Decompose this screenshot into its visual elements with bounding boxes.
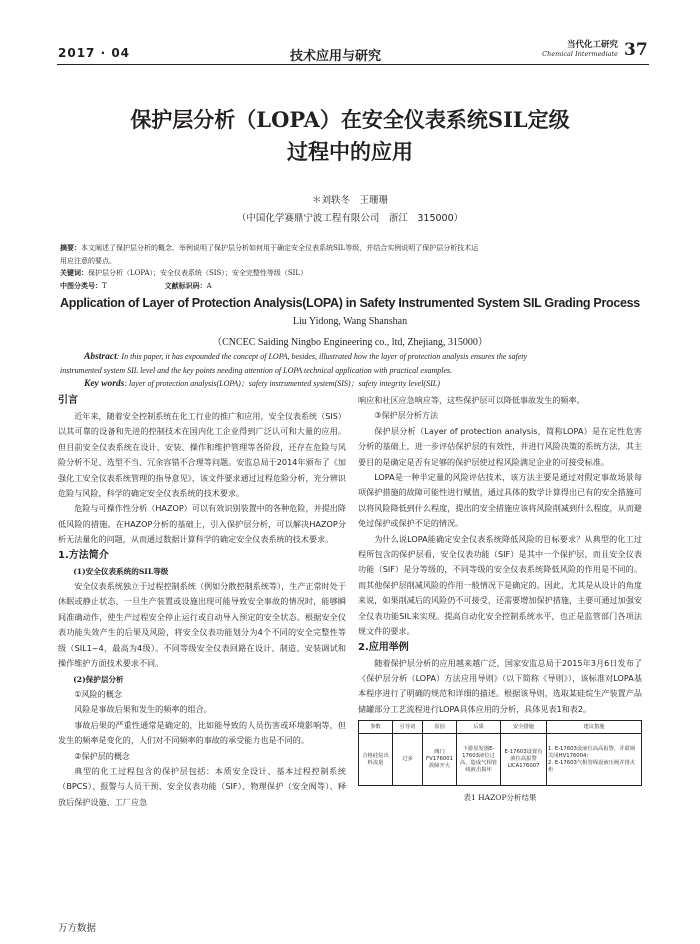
lopa-method-paragraph-2: LOPA是一种半定量的风险评估技术，该方法主要是通过对假定事故场景每项保护措施的故障可能性进行赋值，通过具体的数学计算得出已有的安全措施可以将风险降低到什么程度，提出的安全措施应该将风险削减到什么程度，从而避免过保护或保护不足的情况。 (358, 472, 642, 529)
clc-label: 中图分类号： (60, 281, 102, 290)
page-number: 37 (624, 40, 648, 60)
lopa-method-paragraph-3: 为什么说LOPA能确定安全仪表系统降低风险的目标要求？从典型的化工过程所包含的保护层看，安全仪表功能（SIF）是其中一个保护层，而且安全仪表功能（SIF）是分等级的，不同等级的安全仪表系统降低风险的作用是不同的。而其他保护层削减风险的作用一般情况下是确定的。因此，尤其是从设计的角度来说，如果削减后的风险仍不可接受，还需要增加保护措施，主要可通过加强安全仪表功能SIL来实现。提高自动化安全控制系统水平，也正是监管部门各项法规文件的要求。 (358, 533, 642, 637)
header-param: 参数 (359, 721, 393, 734)
article-title-en: Application of Layer of Protection Analysis(LOPA) in Safety Instrumented System SIL Grading Process (60, 296, 640, 310)
layer-concept-item: ②保护层的概念 (74, 750, 131, 761)
cell-safeguard: E-17603设置有液位高报警LICA176007 (501, 734, 547, 786)
abstract-en-text-1: : In this paper, it has expounded the concept of LOPA, besides, illustrated how the layer of protection analysis ensures the safety (116, 352, 528, 361)
journal-issue: 2017 · 04 (58, 46, 131, 60)
clc-value: T (102, 281, 107, 290)
cell-recommendation (547, 734, 642, 786)
risk-concept-paragraph-2: 事故后果的严重性通常是确定的，比如能导致的人员伤害或环境影响等，但发生的频率是变化的，人们对不同频率的事故的承受能力也是不同的。 (58, 719, 346, 746)
brand-en: Chemical Intermediate (542, 50, 618, 58)
risk-concept-item: ①风险的概念 (74, 688, 122, 699)
intro-paragraph-1: 近年来，随着安全控制系统在化工行业的推广和应用，安全仪表系统（SIS）以其可靠的设备和先进的控制技术在国内化工企业得到广泛认可和大量的应用。但目前安全仪表系统在设计、安装、操作和维护管理等各阶段，还存在危险与风险分析不足、选型不当、冗余容错不合理等问题。安监总局于2014年颁布了《加强化工安全仪表系统管理的指导意见》，该文件要求通过过程危险分析，充分辨识危险与风险，科学的确定安全仪表系统的技术要求。 (58, 411, 346, 499)
lopa-method-paragraph-1: 保护层分析（Layer of protection analysis，简称LOPA）是在定性危害分析的基础上，进一步评估保护层的有效性，并进行风险决策的系统方法，其主要目的是确定是否有足够的保护层使过程风险满足企业的可接受标准。 (358, 425, 642, 467)
header-consequence: 后果 (457, 721, 501, 734)
section-2-heading: 2.应用举例 (358, 641, 409, 653)
article-title-cn (40, 104, 660, 168)
body-right-column (358, 393, 642, 806)
abstract-block-cn (60, 242, 642, 292)
keywords-en (84, 378, 644, 389)
body-left-column (58, 393, 346, 810)
header-rule (57, 64, 649, 65)
abstract-text-1: 本文阐述了保护层分析的概念，举例说明了保护层分析如何用于确定安全仪表系统SIL等级，并结合实例说明了保护层分析技术运 (81, 244, 479, 252)
affiliation-cn: （中国化学赛鼎宁波工程有限公司 浙江 315000） (236, 213, 464, 224)
authors-en: Liu Yidong, Wang Shanshan (292, 316, 408, 327)
keywords-label: 关键词： (60, 269, 88, 277)
lopa-method-item: ③保护层分析方法 (374, 410, 439, 421)
intro-paragraph-2: 危险与可操作性分析（HAZOP）可以有效识别装置中的各种危险，并提出降低风险的措施。在HAZOP分析的基础上，引入保护层分析，可以解决HAZOP分析无法量化的问题，从而通过数据计算科学的确定安全仪表系统的技术要求。 (58, 503, 346, 545)
subsection-lopa-heading: (2)保护层分析 (73, 674, 124, 684)
section-title: 技术应用与研究 (290, 49, 382, 64)
abstract-cn-line-1 (60, 242, 642, 255)
title-line-2: 过程中的应用 (287, 139, 413, 164)
doc-code-label: 文献标识码： (164, 281, 207, 290)
recommendation-1: 1. E-17603设液位高高报警，并联锁关闭HV176004； (548, 745, 636, 759)
abstract-en (60, 350, 644, 377)
header-cause: 原因 (423, 721, 457, 734)
abstract-en-text-2: instrumented system SIL level and the key points needing attention of LOPA technical application with practical examples. (60, 366, 453, 375)
authors-cn: ＊刘轶冬 王珊珊 (311, 195, 388, 206)
classification-line (60, 280, 642, 293)
recommendation-2: 2. E-17603气相管线设液压阀并排火炬 (548, 759, 636, 773)
keywords-en-text: : layer of protection analysis(LOPA)；safety instrumented system(SIS)；safety integrity level(SIL) (124, 379, 440, 388)
footer-watermark: 万方数据 (58, 923, 97, 934)
journal-brand (528, 40, 618, 59)
title-line-1: 保护层分析（LOPA）在安全仪表系统SIL定级 (130, 107, 570, 132)
risk-concept-paragraph-1: 风险是事故后果和发生的频率的组合。 (74, 704, 212, 715)
header-guide-word: 引导词 (393, 721, 423, 734)
affiliation-en: （CNCEC Saiding Ningbo Engineering co., ltd, Zhejiang, 315000） (212, 337, 488, 348)
abstract-text-2: 用应注意的要点。 (60, 256, 116, 265)
header-recommendation: 建议措施 (547, 721, 642, 734)
section-2-paragraph: 随着保护层分析的应用越来越广泛，国家安监总局于2015年3月6日发布了《保护层分析（LOPA）方法应用导则》（以下简称《导则》），该标准对LOPA基本程序进行了明确的规范和详细的描述。根据该导则，选取某硅烷生产装置产品储罐部分工艺流程进行LOPA具体应用的分析，具体见表1和表2。 (358, 657, 642, 714)
subsection-sil-heading: (1)安全仪表系统的SIL等级 (73, 566, 169, 576)
abstract-en-label: Abstract (84, 352, 117, 362)
layer-concept-paragraph: 典型的化工过程包含的保护层包括：本质安全设计、基本过程控制系统（BPCS）、报警与人员干预、安全仪表功能（SIF）、物理保护（安全阀等）、释放后保护设施、工厂应急 (58, 765, 346, 807)
abstract-label: 摘要： (60, 244, 81, 252)
table-caption: 表1 HAZOP分析结果 (463, 793, 537, 803)
keywords-cn (60, 267, 642, 280)
hazop-header-row (359, 721, 642, 734)
hazop-data-row (359, 734, 642, 786)
cell-consequence: 下游原发器E-17603液位过高，造成气相管线液击损坏 (457, 734, 501, 786)
continued-paragraph: 响应和社区应急响应等，这些保护层可以降低事故发生的频率。 (358, 395, 585, 405)
keywords-text: 保护层分析（LOPA）；安全仪表系统（SIS）；安全完整性等级（SIL） (88, 269, 308, 277)
abstract-en-line-1 (60, 350, 644, 364)
cell-guide-word: 过多 (393, 734, 423, 786)
intro-heading: 引言 (58, 395, 78, 406)
cell-param: 合格硅烷出料流量 (359, 734, 393, 786)
subsection-sil-paragraph: 安全仪表系统独立于过程控制系统（例如分散控制系统等），生产正常时处于休眠或静止状态，一旦生产装置或设施出现可能导致安全事故的情况时，能够瞬间准确动作，使生产过程安全停止运行或自动导入预定的安全状态。根据安全仪表功能失效产生的后果及风险，将安全仪表功能划分为4个不同的安全完整性等级（SIL1~4，最高为4级）。不同等级安全仪表回路在设计、制造、安装调试和操作维护方面技术要求不同。 (58, 581, 346, 669)
header-safeguard: 安全措施 (501, 721, 547, 734)
cell-cause: 阀门FV176001故障开大 (423, 734, 457, 786)
hazop-table (358, 720, 642, 786)
doc-code-value: A (206, 281, 212, 290)
keywords-en-label: Key words (84, 379, 125, 389)
brand-cn: 当代化工研究 (566, 40, 618, 50)
section-1-heading: 1.方法简介 (58, 549, 109, 561)
